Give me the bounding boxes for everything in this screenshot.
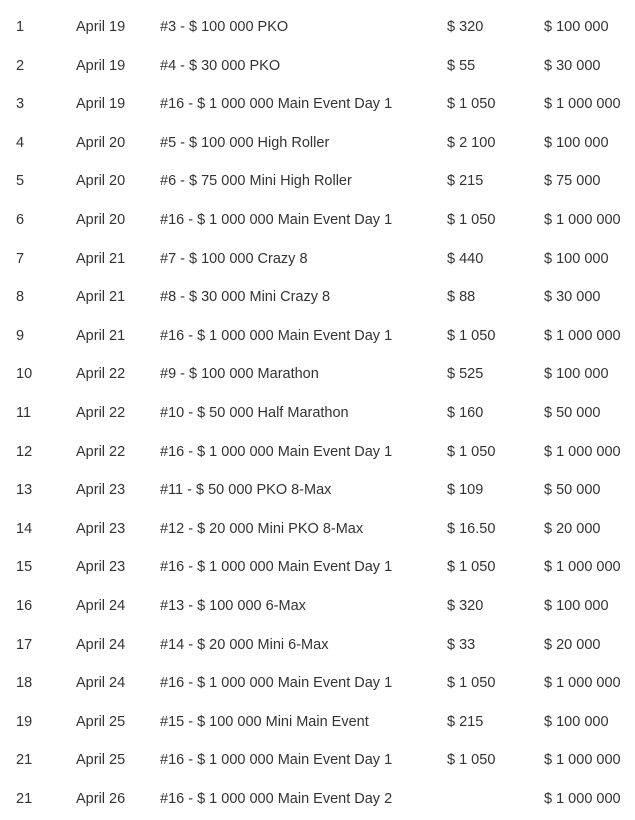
event-name: #4 - $ 30 000 PKO <box>160 57 281 74</box>
table-row <box>0 626 635 665</box>
guarantee: $ 1 000 000 <box>544 327 621 344</box>
guarantee: $ 100 000 <box>544 19 609 35</box>
event-date: April 19 <box>76 57 126 74</box>
buy-in: $ 320 <box>447 19 484 35</box>
guarantee: $ 100 000 <box>544 134 609 151</box>
buy-in: $ 440 <box>447 250 484 267</box>
row-number: 9 <box>16 327 25 344</box>
table-row <box>0 548 635 587</box>
buy-in: $ 2 100 <box>447 134 496 151</box>
guarantee: $ 1 000 000 <box>544 790 621 807</box>
buy-in: $ 215 <box>447 713 484 730</box>
table-row <box>0 510 635 549</box>
event-date: April 24 <box>76 636 126 653</box>
event-name: #16 - $ 1 000 000 Main Event Day 1 <box>160 211 393 228</box>
event-name: #14 - $ 20 000 Mini 6-Max <box>160 636 329 653</box>
table-row <box>0 780 635 819</box>
event-date: April 25 <box>76 752 126 769</box>
event-name: #16 - $ 1 000 000 Main Event Day 1 <box>160 559 393 576</box>
row-number: 21 <box>16 790 33 807</box>
event-date: April 21 <box>76 327 126 344</box>
buy-in: $ 16.50 <box>447 520 496 537</box>
event-date: April 21 <box>76 250 126 267</box>
guarantee: $ 20 000 <box>544 520 601 537</box>
buy-in: $ 1 050 <box>447 752 496 769</box>
event-date: April 23 <box>76 520 126 537</box>
guarantee: $ 30 000 <box>544 289 601 306</box>
table-row <box>0 587 635 626</box>
row-number: 13 <box>16 482 33 499</box>
guarantee: $ 100 000 <box>544 366 609 383</box>
buy-in: $ 1 050 <box>447 443 496 460</box>
table-row <box>0 85 635 124</box>
guarantee: $ 100 000 <box>544 597 609 614</box>
buy-in: $ 88 <box>447 289 476 306</box>
table-row <box>0 8 635 47</box>
buy-in: $ 1 050 <box>447 211 496 228</box>
guarantee: $ 1 000 000 <box>544 675 621 692</box>
guarantee: $ 100 000 <box>544 713 609 730</box>
row-number: 2 <box>16 57 25 74</box>
row-number: 10 <box>16 366 33 383</box>
buy-in: $ 1 050 <box>447 559 496 576</box>
row-number: 8 <box>16 289 25 306</box>
event-date: April 23 <box>76 482 126 499</box>
guarantee: $ 75 000 <box>544 173 601 190</box>
table-row <box>0 240 635 279</box>
row-number: 12 <box>16 443 33 460</box>
buy-in: $ 160 <box>447 404 484 421</box>
row-number: 16 <box>16 597 33 614</box>
row-number: 1 <box>16 19 25 35</box>
table-row <box>0 47 635 86</box>
table-row <box>0 278 635 317</box>
event-name: #13 - $ 100 000 6-Max <box>160 597 306 614</box>
event-name: #9 - $ 100 000 Marathon <box>160 366 319 383</box>
row-number: 21 <box>16 752 33 769</box>
guarantee: $ 1 000 000 <box>544 559 621 576</box>
table-row <box>0 433 635 472</box>
event-name: #16 - $ 1 000 000 Main Event Day 2 <box>160 790 393 807</box>
guarantee: $ 30 000 <box>544 57 601 74</box>
event-name: #3 - $ 100 000 PKO <box>160 19 289 35</box>
guarantee: $ 100 000 <box>544 250 609 267</box>
row-number: 4 <box>16 134 25 151</box>
event-date: April 24 <box>76 597 126 614</box>
event-date: April 23 <box>76 559 126 576</box>
event-date: April 24 <box>76 675 126 692</box>
event-date: April 22 <box>76 404 126 421</box>
event-name: #10 - $ 50 000 Half Marathon <box>160 404 349 421</box>
event-date: April 19 <box>76 19 126 35</box>
row-number: 15 <box>16 559 33 576</box>
table-row <box>0 355 635 394</box>
guarantee: $ 50 000 <box>544 404 601 421</box>
event-name: #16 - $ 1 000 000 Main Event Day 1 <box>160 327 393 344</box>
event-date: April 26 <box>76 790 126 807</box>
event-name: #5 - $ 100 000 High Roller <box>160 134 330 151</box>
table-row <box>0 124 635 163</box>
buy-in: $ 215 <box>447 173 484 190</box>
row-number: 7 <box>16 250 25 267</box>
table-row <box>0 471 635 510</box>
event-name: #16 - $ 1 000 000 Main Event Day 1 <box>160 96 393 113</box>
event-name: #16 - $ 1 000 000 Main Event Day 1 <box>160 675 393 692</box>
event-date: April 20 <box>76 134 126 151</box>
guarantee: $ 20 000 <box>544 636 601 653</box>
event-name: #12 - $ 20 000 Mini PKO 8-Max <box>160 520 364 537</box>
event-name: #16 - $ 1 000 000 Main Event Day 1 <box>160 443 393 460</box>
event-name: #16 - $ 1 000 000 Main Event Day 1 <box>160 752 393 769</box>
event-date: April 22 <box>76 443 126 460</box>
event-date: April 20 <box>76 173 126 190</box>
buy-in: $ 320 <box>447 597 484 614</box>
row-number: 11 <box>16 404 32 421</box>
guarantee: $ 50 000 <box>544 482 601 499</box>
row-number: 14 <box>16 520 33 537</box>
row-number: 17 <box>16 636 33 653</box>
guarantee: $ 1 000 000 <box>544 752 621 769</box>
row-number: 6 <box>16 211 25 228</box>
event-date: April 25 <box>76 713 126 730</box>
row-number: 18 <box>16 675 33 692</box>
event-name: #6 - $ 75 000 Mini High Roller <box>160 173 352 190</box>
buy-in: $ 525 <box>447 366 484 383</box>
guarantee: $ 1 000 000 <box>544 443 621 460</box>
buy-in: $ 55 <box>447 57 476 74</box>
table-row <box>0 201 635 240</box>
buy-in: $ 109 <box>447 482 484 499</box>
event-name: #8 - $ 30 000 Mini Crazy 8 <box>160 289 331 306</box>
row-number: 19 <box>16 713 33 730</box>
guarantee: $ 1 000 000 <box>544 96 621 113</box>
event-date: April 19 <box>76 96 126 113</box>
event-date: April 21 <box>76 289 126 306</box>
guarantee: $ 1 000 000 <box>544 211 621 228</box>
event-name: #7 - $ 100 000 Crazy 8 <box>160 250 308 267</box>
event-date: April 22 <box>76 366 126 383</box>
table-row <box>0 162 635 201</box>
event-name: #15 - $ 100 000 Mini Main Event <box>160 713 369 730</box>
row-number: 3 <box>16 96 25 113</box>
table-row <box>0 394 635 433</box>
buy-in: $ 33 <box>447 636 476 653</box>
table-row <box>0 664 635 703</box>
table-row <box>0 317 635 356</box>
row-number: 5 <box>16 173 25 190</box>
event-date: April 20 <box>76 211 126 228</box>
buy-in: $ 1 050 <box>447 675 496 692</box>
table-row <box>0 741 635 780</box>
buy-in: $ 1 050 <box>447 327 496 344</box>
table-row <box>0 703 635 742</box>
buy-in: $ 1 050 <box>447 96 496 113</box>
event-name: #11 - $ 50 000 PKO 8-Max <box>160 482 332 499</box>
